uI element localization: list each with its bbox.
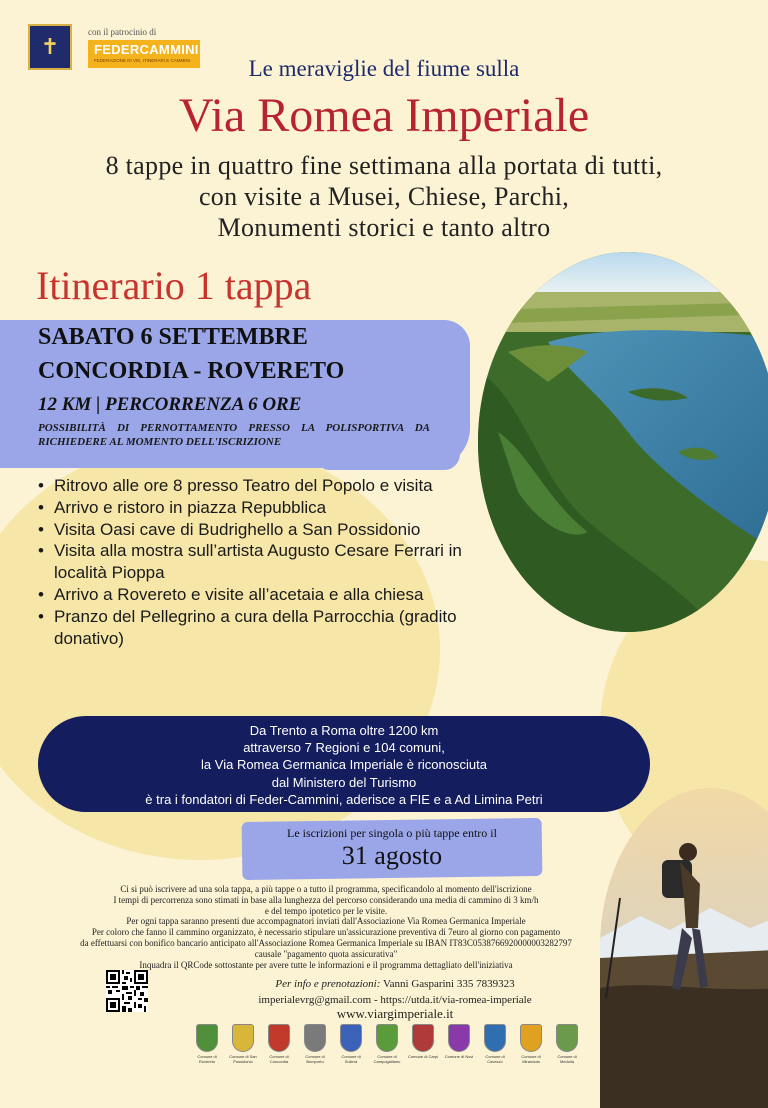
municipality-name: Comune di Mirandola bbox=[521, 1054, 541, 1064]
intro-line: con visite a Musei, Chiese, Parchi, bbox=[198, 182, 570, 211]
municipality-name: Comune di Bomporto bbox=[305, 1054, 325, 1064]
municipality-name: Comune di Carpi bbox=[408, 1054, 439, 1059]
fine-print-line: causale "pagamento quota assicurativa" bbox=[254, 948, 398, 959]
fine-print-line: e del tempo ipotetico per le visite. bbox=[264, 905, 388, 916]
intro-line: Monumenti storici e tanto altro bbox=[217, 213, 551, 242]
municipality-crest bbox=[228, 1024, 258, 1068]
list-item: • Visita alla mostra sull’artista Augusto Cesare Ferrari in località Pioppa bbox=[38, 540, 478, 584]
stage-date: SABATO 6 SETTEMBRE bbox=[38, 324, 308, 350]
crest-icon bbox=[304, 1024, 326, 1052]
municipality-name: Comune di San Possidonio bbox=[229, 1054, 257, 1064]
hiker-photo bbox=[600, 788, 768, 1108]
crest-icon bbox=[412, 1024, 434, 1052]
crest-icon bbox=[340, 1024, 362, 1052]
list-item: • Visita Oasi cave di Budrighello a San Possidonio bbox=[38, 519, 478, 541]
stage-distance: 12 KM | PERCORRENZA 6 ORE bbox=[38, 394, 302, 415]
fine-print-line: Inquadra il QRCode sottostante per avere tutte le informazioni e il programma dettagliato dell'iniziativa bbox=[139, 959, 513, 970]
municipality-crest bbox=[516, 1024, 546, 1068]
municipality-crest bbox=[480, 1024, 510, 1068]
municipality-crest bbox=[408, 1024, 438, 1068]
municipality-name: Comune di Campogalliano bbox=[373, 1054, 401, 1064]
stage-route: CONCORDIA - ROVERETO bbox=[38, 358, 345, 384]
municipality-crest bbox=[300, 1024, 330, 1068]
list-item: • Ritrovo alle ore 8 presso Teatro del Popolo e visita bbox=[38, 475, 478, 497]
registration-label: Le iscrizioni per singola o più tappe entro il bbox=[287, 826, 497, 840]
municipality-crests bbox=[192, 1024, 582, 1068]
municipality-crest bbox=[336, 1024, 366, 1068]
overnight-note: POSSIBILITÀ DI PERNOTTAMENTO PRESSO LA POLISPORTIVA DA RICHIEDERE AL MOMENTO DELL'ISCRIZIONE bbox=[38, 422, 430, 448]
patronage-label: con il patrocinio di bbox=[88, 27, 157, 37]
stage-heading: Itinerario 1 tappa bbox=[36, 263, 312, 308]
municipality-name: Comune di Rovereto bbox=[197, 1054, 217, 1064]
crest-icon bbox=[520, 1024, 542, 1052]
municipality-name: Comune di Medolla bbox=[557, 1054, 577, 1064]
fine-print-line: Per coloro che fanno il cammino organizzato, è necessario stipulare un'assicurazione preventiva di 7euro al giorno con pagamento bbox=[91, 927, 561, 938]
municipality-crest bbox=[444, 1024, 474, 1068]
intro-text bbox=[0, 150, 768, 243]
list-item: • Pranzo del Pellegrino a cura della Parrocchia (gradito donativo) bbox=[38, 606, 478, 650]
crest-icon bbox=[376, 1024, 398, 1052]
fine-print bbox=[36, 884, 616, 970]
contact-email-url[interactable]: imperialevrg@gmail.com - https://utda.it/via-romea-imperiale bbox=[258, 994, 532, 1006]
municipality-name: Comune di Soliera bbox=[341, 1054, 361, 1064]
contact-info bbox=[150, 976, 640, 1008]
municipality-crest bbox=[372, 1024, 402, 1068]
fine-print-line: Per ogni tappa saranno presenti due accompagnatori inviati dall'Associazione Via Romea Germanica Imperiale bbox=[126, 916, 526, 927]
crest-icon bbox=[268, 1024, 290, 1052]
municipality-name: Comune di Novi bbox=[444, 1054, 474, 1059]
municipality-crest bbox=[552, 1024, 582, 1068]
info-line: la Via Romea Germanica Imperiale è riconosciuta bbox=[201, 757, 487, 773]
river-aerial-photo bbox=[478, 252, 768, 632]
info-line: attraverso 7 Regioni e 104 comuni, bbox=[243, 740, 445, 756]
fine-print-line: da effettuarsi con bonifico bancario anticipato all'Associazione Romea Germanica Imperiale su IBAN IT83C0538766920000003282797 bbox=[80, 937, 572, 948]
list-item: • Arrivo e ristoro in piazza Repubblica bbox=[38, 497, 478, 519]
list-item: • Arrivo a Rovereto e visite all’acetaia e alla chiesa bbox=[38, 584, 478, 606]
fine-print-line: Ci si può iscrivere ad una sola tappa, a più tappe o a tutto il programma, specificandolo al momento dell'iscrizione bbox=[120, 884, 532, 894]
info-line: dal Ministero del Turismo bbox=[271, 774, 417, 790]
poster-title: Via Romea Imperiale bbox=[178, 89, 590, 142]
federcammini-subtitle: FEDERAZIONE DI VIE, ITINERARI E CAMMINI bbox=[94, 58, 191, 63]
program-list bbox=[38, 475, 478, 649]
info-line: è tra i fondatori di Feder-Cammini, aderisce a FIE e a Ad Limina Petri bbox=[145, 791, 543, 807]
contact-label: Per info e prenotazioni: bbox=[275, 978, 381, 990]
municipality-name: Comune di Cavezzo bbox=[485, 1054, 505, 1064]
qr-code[interactable] bbox=[106, 970, 148, 1012]
crest-icon bbox=[232, 1024, 254, 1052]
info-line: Da Trento a Roma oltre 1200 km bbox=[249, 723, 439, 738]
municipality-crest bbox=[192, 1024, 222, 1068]
municipality-name: Comune di Concordia bbox=[269, 1054, 289, 1064]
registration-deadline: 31 agosto bbox=[341, 841, 443, 870]
intro-line: 8 tappe in quattro fine settimana alla portata di tutti, bbox=[105, 151, 663, 180]
contact-line bbox=[150, 976, 640, 992]
federcammini-name: FEDERCAMMINI bbox=[94, 42, 199, 57]
crest-icon bbox=[556, 1024, 578, 1052]
association-logo: ✝ bbox=[28, 24, 72, 70]
crest-icon bbox=[484, 1024, 506, 1052]
poster-subtitle: Le meraviglie del fiume sulla bbox=[248, 56, 520, 81]
crest-icon bbox=[448, 1024, 470, 1052]
fine-print-line: I tempi di percorrenza sono stimati in base alla lunghezza del percorso considerando una media di cammino di 3 km/h bbox=[113, 894, 539, 905]
info-box bbox=[38, 716, 650, 812]
contact-name-phone: Vanni Gasparini 335 7839323 bbox=[382, 978, 515, 990]
crest-icon bbox=[196, 1024, 218, 1052]
municipality-crest bbox=[264, 1024, 294, 1068]
website-link[interactable]: www.viargimperiale.it bbox=[336, 1006, 454, 1021]
